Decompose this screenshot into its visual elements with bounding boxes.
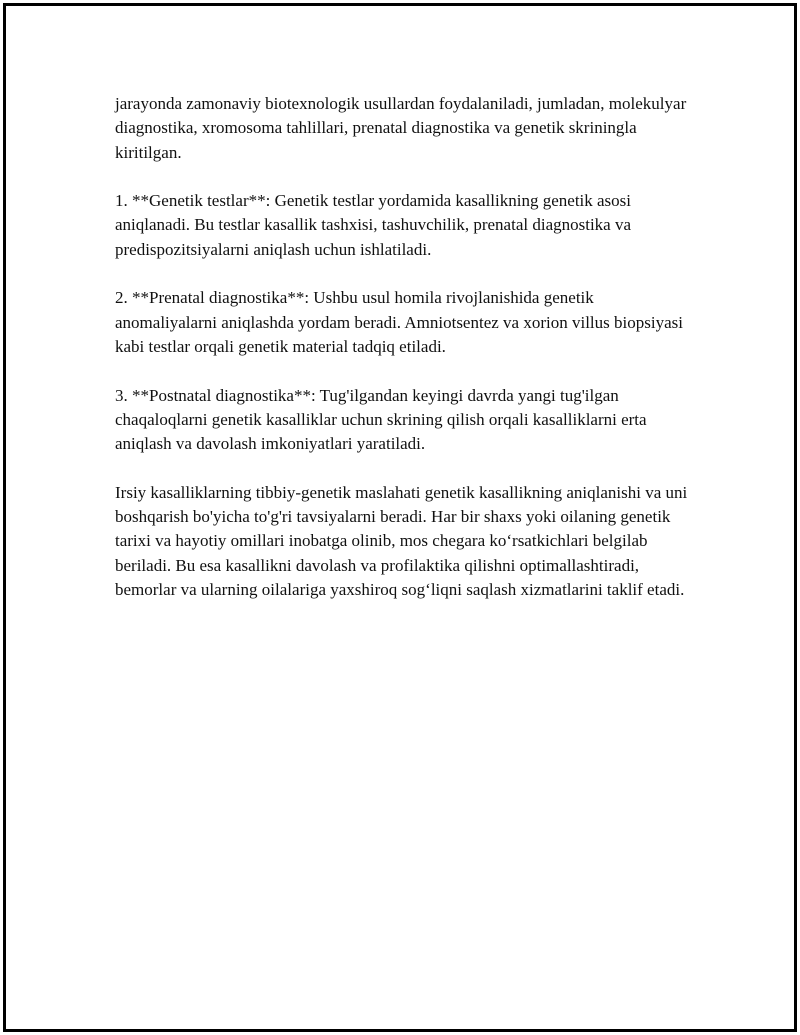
paragraph-intro-continuation: jarayonda zamonaviy biotexnologik usullardan foydalaniladi, jumladan, molekulyar diagnostika, xromosoma tahlillari, prenatal diagnostika va genetik skriningla kiritilgan. [115,94,687,162]
paragraph-postnatal-diagnostics: 3. **Postnatal diagnostika**: Tug'ilgandan keyingi davrda yangi tug'ilgan chaqaloqlarni genetik kasalliklar uchun skrining qilish orqali kasalliklarni erta aniqlash va davolash imkoniyatlari yaratiladi. [115,385,647,454]
document-body [115,92,695,627]
paragraph-prenatal-diagnostics: 2. **Prenatal diagnostika**: Ushbu usul homila rivojlanishida genetik anomaliyalarni aniqlashda yordam beradi. Amniotsentez va xorion villus biopsiyasi kabi testlar orqali genetik material tadqiq etiladi. [115,288,683,356]
paragraph-genetic-counseling: Irsiy kasalliklarning tibbiy-genetik maslahati genetik kasallikning aniqlanishi va uni boshqarish bo'yicha to'g'ri tavsiyalarni beradi. Har bir shaxs yoki oilaning genetik tarixi va hayotiy omillari inobatga olinib, mos chegara ko‘rsatkichlari belgilab beriladi. Bu esa kasallikni davolash va profilaktika qilishni optimallashtiradi, bemorlar va ularning oilalariga yaxshiroq sog‘liqni saqlash xizmatlarini taklif etadi. [115,482,688,599]
paragraph-genetic-tests: 1. **Genetik testlar**: Genetik testlar yordamida kasallikning genetik asosi aniqlanadi. Bu testlar kasallik tashxisi, tashuvchilik, prenatal diagnostika va predispozitsiyalarni aniqlash uchun ishlatiladi. [115,191,632,259]
